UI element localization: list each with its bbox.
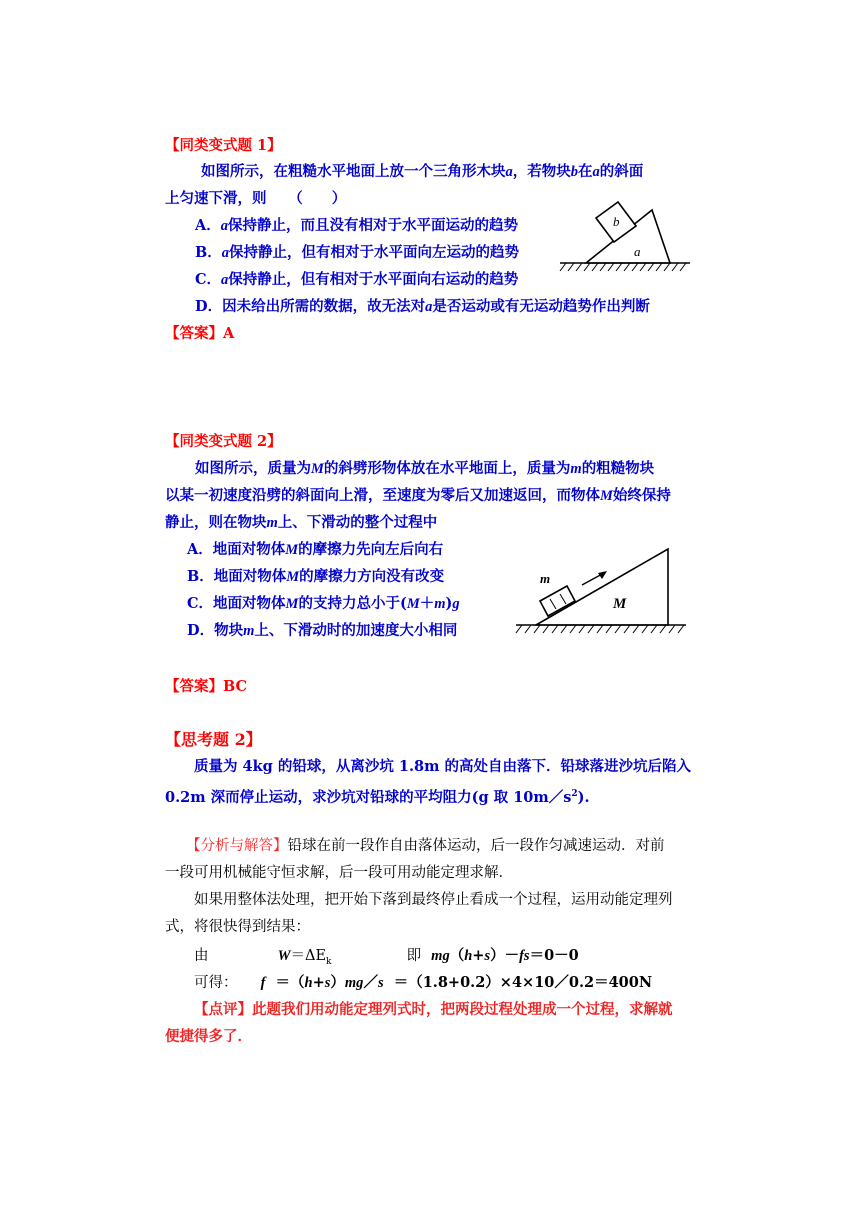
section3-line1: 质量为 4kg 的铅球，从离沙坑 1.8m 的高处自由落下．铅球落进沙坑后陷入 bbox=[194, 758, 692, 775]
comment-line2: 便捷得多了． bbox=[165, 1028, 252, 1045]
velocity-arrowhead bbox=[598, 571, 607, 579]
figure-incline-block bbox=[510, 543, 690, 638]
equation-2: 可得： f ＝（h+s）mg／s ＝（1.8+0.2）×4×10／0.2＝400N bbox=[194, 974, 653, 991]
section2-option-c: C．地面对物体M的支持力总小于(M＋m)g bbox=[187, 595, 460, 612]
comment-line1: 【点评】此题我们用动能定理列式时，把两段过程处理成一个过程，求解就 bbox=[194, 1001, 673, 1018]
section2-option-a: A．地面对物体M的摩擦力先向左后向右 bbox=[187, 541, 444, 558]
ground-hatching bbox=[560, 263, 686, 271]
section2-answer: 【答案】BC bbox=[165, 678, 248, 695]
analysis-line3: 如果用整体法处理，把开始下落到最终停止看成一个过程，运用动能定理列 bbox=[194, 892, 673, 908]
section3-line2: 0.2m 深而停止运动，求沙坑对铅球的平均阻力(g 取 $10m/s^2$). bbox=[165, 788, 590, 806]
section1-option-a: A．a保持静止，而且没有相对于水平面运动的趋势 bbox=[195, 217, 519, 234]
wedge-M bbox=[536, 549, 668, 625]
figure-wedge-block bbox=[556, 196, 696, 276]
section2-line2: 以某一初速度沿劈的斜面向上滑，至速度为零后又加速返回，而物体M始终保持 bbox=[165, 487, 671, 504]
analysis-line2: 一段可用机械能守恒求解，后一段可用动能定理求解． bbox=[165, 865, 513, 881]
section2-line3: 静止，则在物块m上、下滑动的整个过程中 bbox=[165, 514, 438, 531]
equation-1: 由 $W=\Delta E_k$ 即 mg（h+s）－fs＝0－0 bbox=[194, 947, 579, 967]
section1-answer: 【答案】A bbox=[165, 325, 235, 342]
analysis-line1: 【分析与解答】铅球在前一段作自由落体运动，后一段作匀减速运动．对前 bbox=[186, 838, 665, 854]
section1-option-b: B．a保持静止，但有相对于水平面向左运动的趋势 bbox=[195, 244, 520, 261]
block-m bbox=[540, 586, 575, 616]
section2-option-b: B．地面对物体M的摩擦力方向没有改变 bbox=[187, 568, 445, 585]
section1-stem-line2: 上匀速下滑，则 （ ） bbox=[165, 190, 347, 207]
label-b: b bbox=[613, 214, 620, 229]
ground-hatching bbox=[516, 625, 684, 633]
label-m: m bbox=[540, 571, 551, 586]
section1-title: 【同类变式题 1】 bbox=[165, 137, 282, 154]
label-M: M bbox=[613, 596, 627, 612]
section3-title: 【思考题 2】 bbox=[165, 730, 262, 749]
section2-line1: 如图所示，质量为M的斜劈形物体放在水平地面上，质量为m的粗糙物块 bbox=[195, 460, 655, 477]
section2-option-d: D．物块m上、下滑动时的加速度大小相同 bbox=[187, 622, 458, 639]
section1-option-c: C．a保持静止，但有相对于水平面向右运动的趋势 bbox=[195, 271, 519, 288]
section1-option-d: D．因未给出所需的数据，故无法对a是否运动或有无运动趋势作出判断 bbox=[195, 298, 650, 315]
section2-title: 【同类变式题 2】 bbox=[165, 433, 282, 450]
analysis-line4: 式，将很快得到结果： bbox=[165, 919, 310, 935]
label-a: a bbox=[634, 244, 641, 259]
section1-stem-line1: 如图所示，在粗糙水平地面上放一个三角形木块a，若物块b在a的斜面 bbox=[201, 163, 644, 180]
